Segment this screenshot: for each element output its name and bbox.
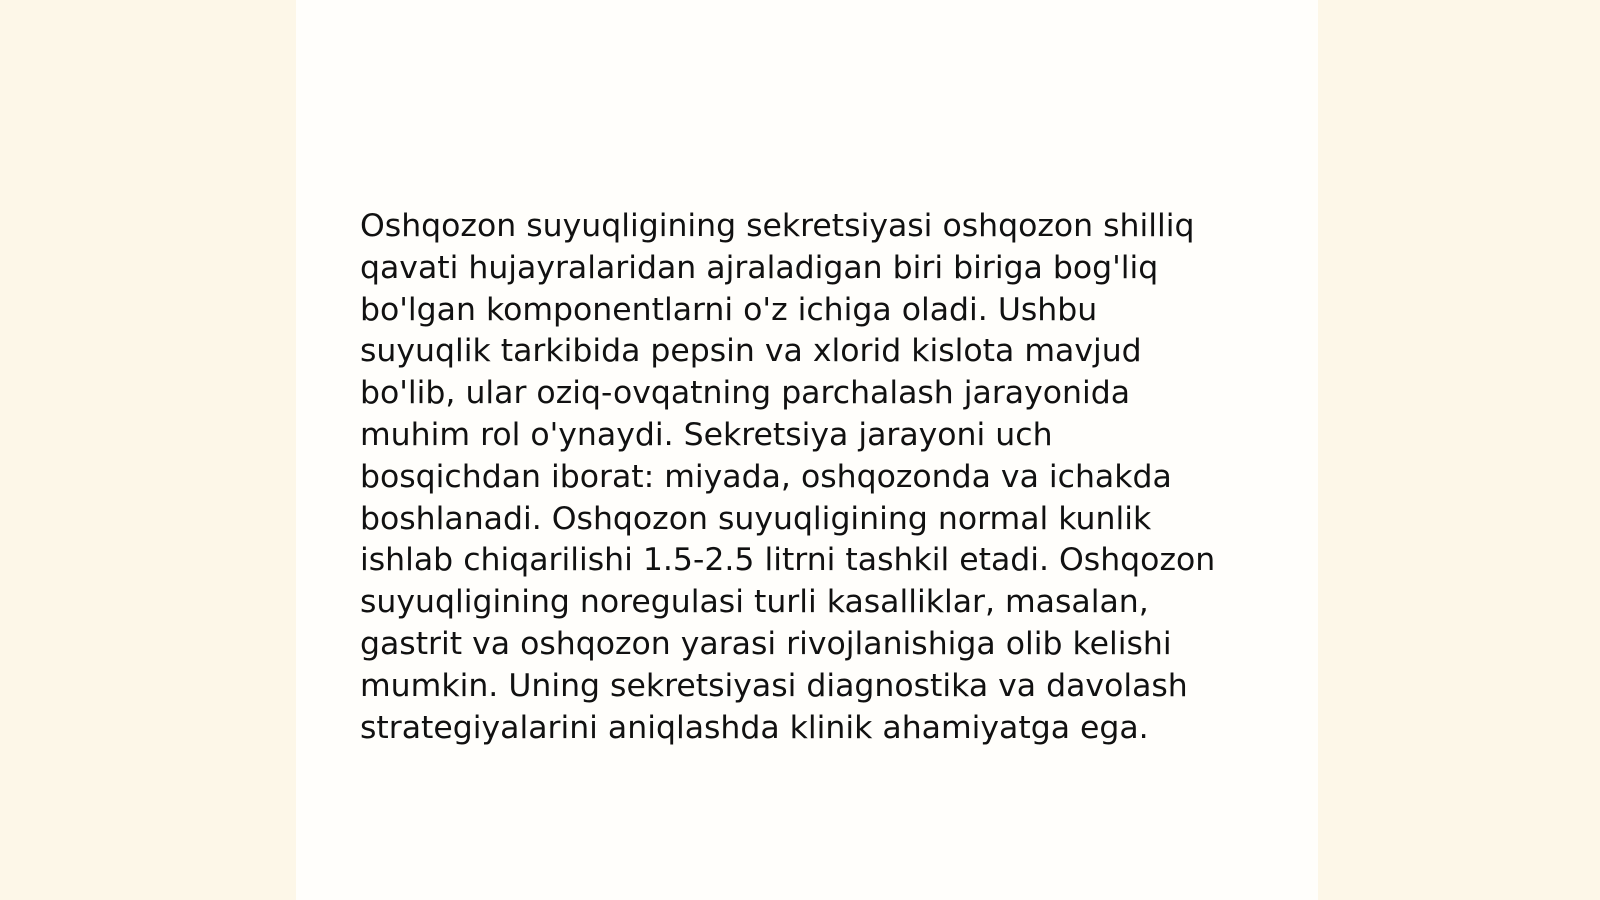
paragraph-line: suyuqlik tarkibida pepsin va xlorid kislota mavjud: [360, 333, 1142, 370]
paragraph-line: Oshqozon suyuqligining sekretsiyasi oshqozon shilliq: [360, 208, 1195, 244]
paragraph-line: bo'lgan komponentlarni o'z ichiga oladi. Ushbu: [360, 291, 1098, 328]
paragraph-line: strategiyalarini aniqlashda klinik ahamiyatga ega.: [360, 709, 1149, 746]
paragraph-line: qavati hujayralaridan ajraladigan biri biriga bog'liq: [360, 249, 1159, 286]
paragraph-line: gastrit va oshqozon yarasi rivojlanishiga olib kelishi: [360, 625, 1172, 662]
paragraph-line: muhim rol o'ynaydi. Sekretsiya jarayoni uch: [360, 416, 1053, 453]
document-page: [296, 0, 1318, 900]
paragraph-line: bosqichdan iborat: miyada, oshqozonda va ichakda: [360, 458, 1172, 495]
paragraph-line: ishlab chiqarilishi 1.5-2.5 litrni tashkil etadi. Oshqozon: [360, 542, 1216, 579]
document-paragraph: [360, 206, 1250, 749]
paragraph-line: mumkin. Uning sekretsiyasi diagnostika va davolash: [360, 667, 1188, 704]
paragraph-line: bo'lib, ular oziq-ovqatning parchalash jarayonida: [360, 375, 1131, 412]
paragraph-line: suyuqligining noregulasi turli kasalliklar, masalan,: [360, 584, 1149, 621]
paragraph-line: boshlanadi. Oshqozon suyuqligining normal kunlik: [360, 500, 1152, 537]
